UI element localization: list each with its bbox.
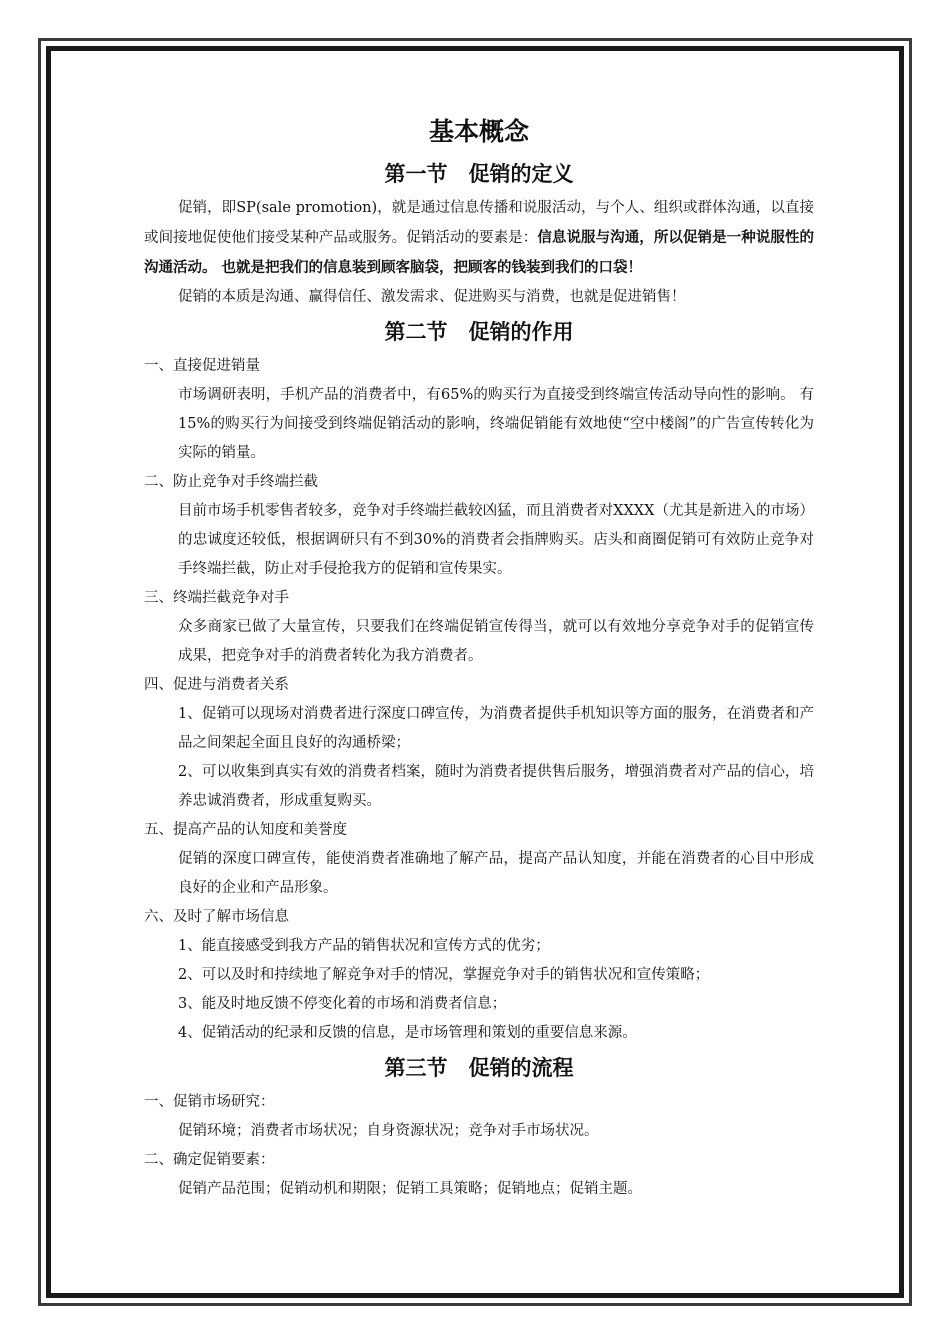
list-item-heading: 一、促销市场研究：	[144, 1094, 275, 1110]
section-heading: 第二节 促销的作用	[384, 320, 574, 344]
list-item-body: 促销产品范围；促销动机和期限；促销工具策略；促销地点；促销主题。	[178, 1181, 642, 1197]
paragraph-bold-text: 信息说服与沟通，所以促销是一种说服性的沟通活动。 也就是把我们的信息装到顾客脑袋，把顾客的钱装到我们的口袋！	[144, 229, 815, 276]
list-item-body: 促销环境；消费者市场状况；自身资源状况；竞争对手市场状况。	[178, 1123, 599, 1139]
list-item-heading: 三、终端拦截竞争对手	[144, 590, 289, 606]
paragraph-text: 促销的本质是沟通、赢得信任、激发需求、促进购买与消费，也就是促进销售！	[178, 289, 686, 305]
list-item-body: 1、促销可以现场对消费者进行深度口碑宣传，为消费者提供手机知识等方面的服务，在消费者和产品之间架起全面且良好的沟通桥梁；	[178, 706, 814, 751]
list-item-heading: 一、直接促进销量	[144, 358, 260, 374]
list-item-heading: 四、促进与消费者关系	[144, 677, 289, 693]
paragraph	[144, 194, 814, 283]
list-item-body: 4、促销活动的纪录和反馈的信息，是市场管理和策划的重要信息来源。	[178, 1025, 637, 1041]
list-item-heading: 二、确定促销要素：	[144, 1152, 275, 1168]
section-heading: 第三节 促销的流程	[384, 1056, 574, 1080]
paragraph	[144, 283, 814, 312]
page-title: 基本概念	[428, 117, 529, 146]
section-heading: 第一节 促销的定义	[384, 162, 574, 186]
list-item-heading: 二、防止竞争对手终端拦截	[144, 474, 318, 490]
document-body	[144, 110, 814, 1204]
list-item-body: 2、可以收集到真实有效的消费者档案，随时为消费者提供售后服务，增强消费者对产品的信心，培养忠诚消费者，形成重复购买。	[178, 764, 814, 809]
list-item-heading: 五、提高产品的认知度和美誉度	[144, 822, 347, 838]
list-item-body: 促销的深度口碑宣传，能使消费者准确地了解产品，提高产品认知度，并能在消费者的心目中形成良好的企业和产品形象。	[178, 851, 814, 896]
list-item-body: 众多商家已做了大量宣传，只要我们在终端促销宣传得当，就可以有效地分享竞争对手的促销宣传成果，把竞争对手的消费者转化为我方消费者。	[178, 619, 814, 664]
paragraph-text: 促销，即SP(sale promotion)，就是通过信息传播和说服活动，与个人、组织或群体沟通，以直接或间接地促使他们接受某种产品或服务。促销活动的要素是：	[144, 200, 814, 246]
list-item-body: 市场调研表明，手机产品的消费者中，有65%的购买行为直接受到终端宣传活动导向性的影响。 有15%的购买行为间接受到终端促销活动的影响，终端促销能有效地使“空中楼阁”的广告宣传转化为实际的销量。	[178, 387, 814, 461]
list-item-body: 3、能及时地反馈不停变化着的市场和消费者信息；	[178, 996, 507, 1012]
list-item-body: 目前市场手机零售者较多，竞争对手终端拦截较凶猛，而且消费者对XXXX（尤其是新进入的市场）的忠诚度还较低，根据调研只有不到30%的消费者会指牌购买。店头和商圈促销可有效防止竞争对手终端拦截，防止对手侵抢我方的促销和宣传果实。	[178, 503, 814, 577]
list-item-heading: 六、及时了解市场信息	[144, 909, 289, 925]
list-item-body: 2、可以及时和持续地了解竞争对手的情况，掌握竞争对手的销售状况和宣传策略；	[178, 967, 710, 983]
list-item-body: 1、能直接感受到我方产品的销售状况和宣传方式的优劣；	[178, 938, 550, 954]
